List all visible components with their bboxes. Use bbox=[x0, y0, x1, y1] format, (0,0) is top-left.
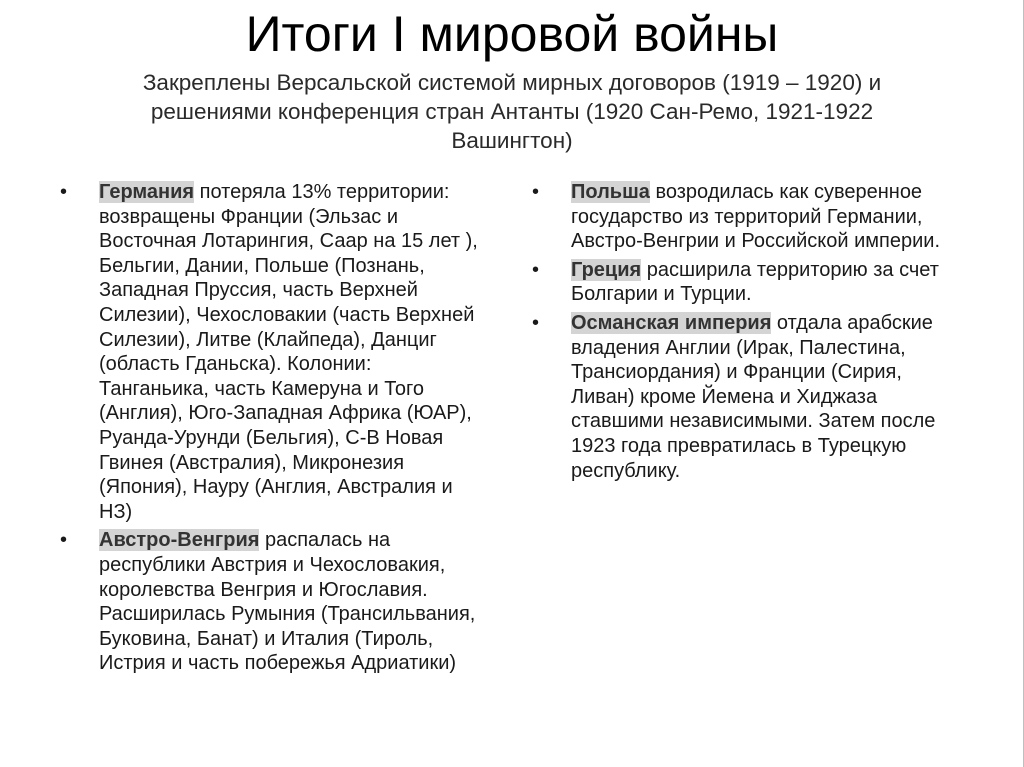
right-column bbox=[530, 180, 950, 487]
list-item-text: отдала арабские владения Англии (Ирак, Палестина, Трансиордания) и Франции (Сирия, Ливан) кроме Йемена и Хиджаза ставшими независимыми. Затем после 1923 года превратилась в Турецкую республику. bbox=[571, 311, 936, 482]
bullet-icon: • bbox=[60, 529, 68, 552]
list-item-term: Греция bbox=[571, 258, 642, 281]
list-item-text: возродилась как суверенное государство из территорий Германии, Австро-Венгрии и Российской империи. bbox=[571, 181, 941, 253]
bullet-icon: • bbox=[60, 181, 68, 203]
list-item-austria-hungary bbox=[58, 528, 478, 676]
list-item-text: распалась на республики Австрия и Чехословакия, королевства Венгрия и Югославия. Расширилась Румыния (Трансильвания, Буковина, Банат) и Италия (Тироль, Истрия и часть побережья Адриатики) bbox=[99, 529, 476, 675]
list-item-term: Польша bbox=[571, 181, 650, 203]
bullet-icon: • bbox=[532, 311, 540, 334]
list-item-term: Германия bbox=[99, 181, 195, 203]
bullet-icon: • bbox=[532, 258, 540, 281]
page-title: Итоги I мировой войны bbox=[245, 6, 779, 62]
left-column bbox=[58, 180, 478, 680]
list-item-greece bbox=[530, 258, 950, 307]
list-item-germany bbox=[58, 180, 478, 524]
list-item-poland bbox=[530, 180, 950, 254]
list-item-term: Османская империя bbox=[571, 311, 772, 334]
bullet-icon: • bbox=[532, 181, 540, 203]
list-item-text: потеряла 13% территории: возвращены Франции (Эльзас и Восточная Лотарингия, Саар на 15 лет ), Бельгии, Дании, Польше (Познань, Западная Пруссия, часть Верхней Силезии), Чехословакии (часть Верхней Силезии), Литве (Клайпеда), Данциг (область Гданьска). Колонии: Танганьика, часть Камеруна и Того (Англия), Юго-Западная Африка (ЮАР), Руанда-Урунди (Бельгия), С-В Новая Гвинея (Австралия), Микронезия (Япония), Науру (Англия, Австралия и НЗ) bbox=[99, 181, 478, 523]
list-item-term: Австро-Венгрия bbox=[99, 529, 260, 552]
list-item-ottoman-empire bbox=[530, 311, 950, 483]
page-subtitle: Закреплены Версальской системой мирных договоров (1919 – 1920) и решениями конференция стран Антанты (1920 Сан-Ремо, 1921-1922 Вашингтон) bbox=[142, 70, 882, 153]
right-bullet-list bbox=[530, 180, 950, 483]
left-bullet-list bbox=[58, 180, 478, 676]
list-item-text: расширила территорию за счет Болгарии и Турции. bbox=[571, 258, 939, 306]
